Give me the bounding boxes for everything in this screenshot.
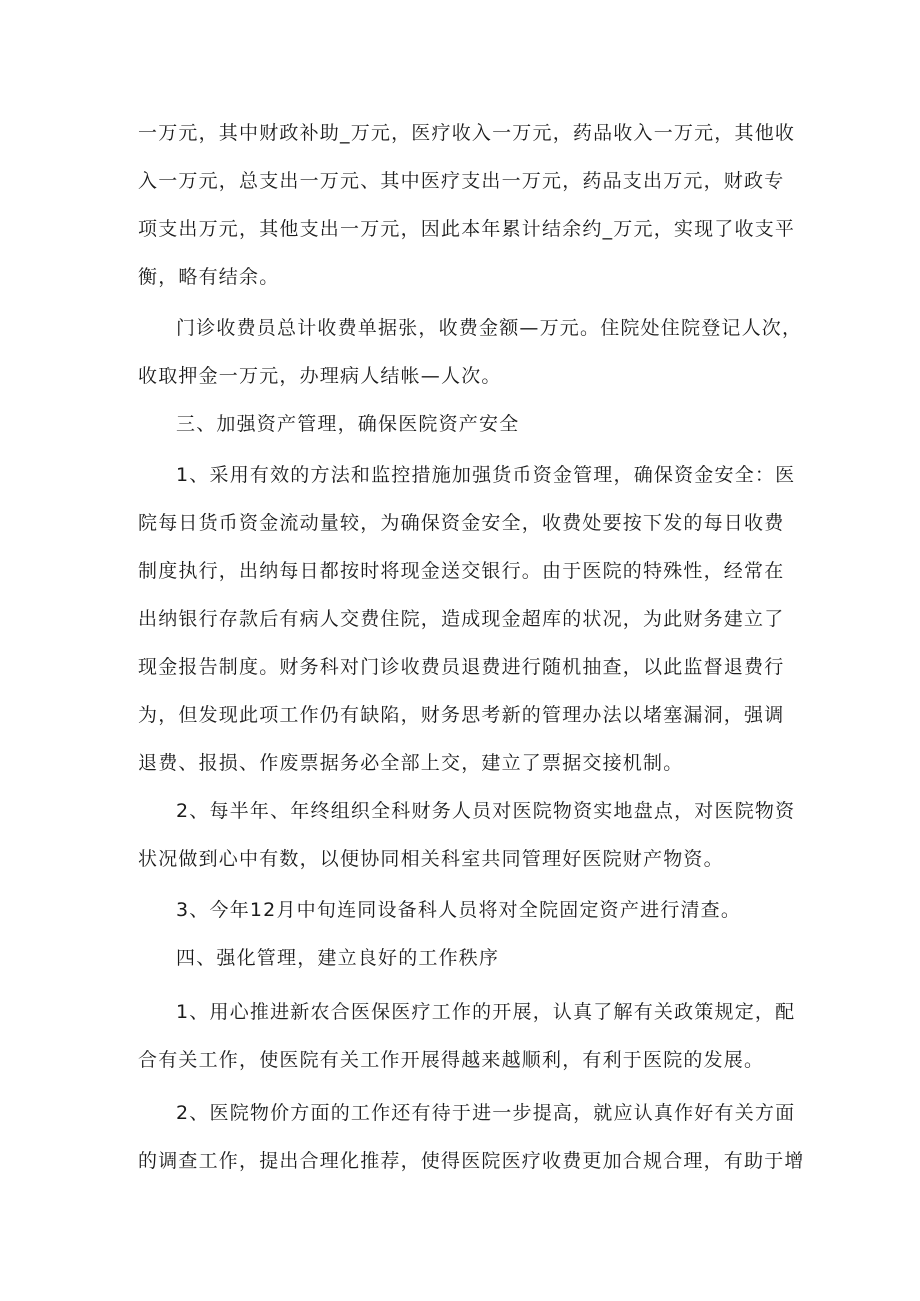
paragraph-line: 门诊收费员总计收费单据张，收费金额—万元。住院处住院登记人次，: [176, 317, 803, 339]
paragraph-line: 3、今年12月中旬连同设备科人员将对全院固定资产进行清查。: [176, 899, 742, 921]
paragraph-line: 项支出万元，其他支出一万元，因此本年累计结余约_万元，实现了收支平: [138, 218, 796, 240]
paragraph-line: 现金报告制度。财务科对门诊收费员退费进行随机抽查，以此监督退费行: [138, 656, 785, 678]
paragraph-line: 退费、报损、作废票据务必全部上交，建立了票据交接机制。: [138, 752, 684, 774]
paragraph-line: 为，但发现此项工作仍有缺陷，财务思考新的管理办法以堵塞漏洞，强调: [138, 704, 785, 726]
paragraph-line: 制度执行，出纳每日都按时将现金送交银行。由于医院的特殊性，经常在: [138, 560, 785, 582]
paragraph-line: 1、用心推进新农合医保医疗工作的开展，认真了解有关政策规定，配: [176, 1001, 796, 1023]
paragraph-line: 入一万元，总支出一万元、其中医疗支出一万元，药品支出万元，财政专: [138, 170, 785, 192]
paragraph-line: 2、每半年、年终组织全科财务人员对医院物资实地盘点，对医院物资: [176, 800, 796, 822]
paragraph-line: 1、采用有效的方法和监控措施加强货币资金管理，确保资金安全：医: [176, 464, 796, 486]
paragraph-line: 出纳银行存款后有病人交费住院，造成现金超库的状况，为此财务建立了: [138, 608, 785, 630]
paragraph-line: 状况做到心中有数，以便协同相关科室共同管理好医院财产物资。: [138, 848, 724, 870]
paragraph-line: 合有关工作，使医院有关工作开展得越来越顺利，有利于医院的发展。: [138, 1049, 765, 1071]
section-heading: 四、强化管理，建立良好的工作秩序: [176, 947, 500, 969]
section-heading: 三、加强资产管理，确保医院资产安全: [176, 413, 520, 435]
paragraph-line: 院每日货币资金流动量较，为确保资金安全，收费处要按下发的每日收费: [138, 512, 785, 534]
paragraph-line: 2、医院物价方面的工作还有待于进一步提高，就应认真作好有关方面: [176, 1102, 796, 1124]
paragraph-line: 衡，略有结余。: [138, 266, 280, 288]
paragraph-line: 的调查工作，提出合理化推荐，使得医院医疗收费更加合规合理，有助于增: [138, 1150, 805, 1172]
paragraph-line: 一万元，其中财政补助_万元，医疗收入一万元，药品收入一万元，其他收: [138, 122, 796, 144]
paragraph-line: 收取押金一万元，办理病人结帐—人次。: [138, 365, 502, 387]
